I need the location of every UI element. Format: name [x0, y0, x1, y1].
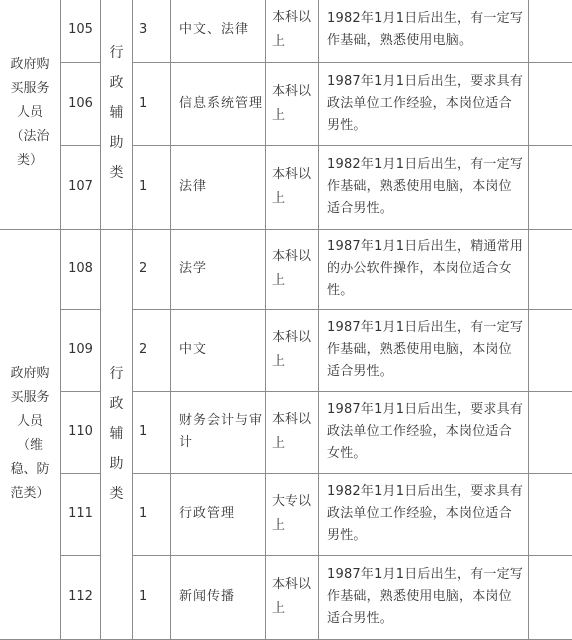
- type-label: 行政辅助类: [109, 366, 124, 502]
- table-row: [0, 0, 572, 62]
- table-row: [0, 309, 572, 391]
- code-cell: 106: [61, 62, 101, 145]
- empty-cell: [529, 309, 572, 391]
- requirement-cell: 1987年1月1日后出生，精通常用的办公软件操作，本岗位适合女性。: [319, 229, 529, 309]
- major-cell: 法学: [171, 229, 266, 309]
- empty-cell: [529, 145, 572, 229]
- major-cell: 信息系统管理: [171, 62, 266, 145]
- category-cell: [0, 229, 61, 639]
- table-row: [0, 229, 572, 309]
- major-cell: 法律: [171, 145, 266, 229]
- count-cell: 1: [133, 62, 171, 145]
- table-row: [0, 62, 572, 145]
- education-cell: 本科以上: [266, 145, 319, 229]
- requirement-cell: 1987年1月1日后出生，有一定写作基础，熟悉使用电脑，本岗位适合男性。: [319, 309, 529, 391]
- count-cell: 1: [133, 391, 171, 473]
- empty-cell: [529, 555, 572, 639]
- code-cell: 108: [61, 229, 101, 309]
- education-cell: 本科以上: [266, 391, 319, 473]
- empty-cell: [529, 473, 572, 555]
- code-cell: 110: [61, 391, 101, 473]
- requirement-cell: 1987年1月1日后出生，要求具有政法单位工作经验，本岗位适合男性。: [319, 62, 529, 145]
- count-cell: 1: [133, 145, 171, 229]
- table-row: [0, 555, 572, 639]
- education-cell: 本科以上: [266, 62, 319, 145]
- table-row: [0, 473, 572, 555]
- requirement-cell: 1987年1月1日后出生，要求具有政法单位工作经验，本岗位适合女性。: [319, 391, 529, 473]
- education-cell: 本科以上: [266, 555, 319, 639]
- major-cell: 行政管理: [171, 473, 266, 555]
- count-cell: 2: [133, 229, 171, 309]
- major-cell: 中文: [171, 309, 266, 391]
- type-cell: [101, 0, 133, 229]
- education-cell: 本科以上: [266, 0, 319, 62]
- table-row: [0, 391, 572, 473]
- requirement-cell: 1987年1月1日后出生，有一定写作基础，熟悉使用电脑，本岗位适合男性。: [319, 555, 529, 639]
- empty-cell: [529, 229, 572, 309]
- empty-cell: [529, 391, 572, 473]
- code-cell: 107: [61, 145, 101, 229]
- empty-cell: [529, 62, 572, 145]
- education-cell: 本科以上: [266, 229, 319, 309]
- code-cell: 109: [61, 309, 101, 391]
- requirement-cell: 1982年1月1日后出生，有一定写作基础，熟悉使用电脑，本岗位适合男性。: [319, 145, 529, 229]
- requirement-cell: 1982年1月1日后出生，有一定写作基础，熟悉使用电脑。: [319, 0, 529, 62]
- category-label: 政府购买服务人员（法治类）: [10, 57, 50, 169]
- major-cell: 中文、法律: [171, 0, 266, 62]
- empty-cell: [529, 0, 572, 62]
- code-cell: 105: [61, 0, 101, 62]
- type-cell: [101, 229, 133, 639]
- education-cell: 大专以上: [266, 473, 319, 555]
- type-label: 行政辅助类: [109, 45, 124, 182]
- count-cell: 1: [133, 555, 171, 639]
- major-cell: 财务会计与审计: [171, 391, 266, 473]
- table-row: [0, 145, 572, 229]
- count-cell: 1: [133, 473, 171, 555]
- education-cell: 本科以上: [266, 309, 319, 391]
- category-label: 政府购买服务人员（维稳、防范类）: [10, 366, 50, 501]
- count-cell: 3: [133, 0, 171, 62]
- count-cell: 2: [133, 309, 171, 391]
- category-cell: [0, 0, 61, 229]
- code-cell: 111: [61, 473, 101, 555]
- requirement-cell: 1982年1月1日后出生，要求具有政法单位工作经验，本岗位适合男性。: [319, 473, 529, 555]
- code-cell: 112: [61, 555, 101, 639]
- major-cell: 新闻传播: [171, 555, 266, 639]
